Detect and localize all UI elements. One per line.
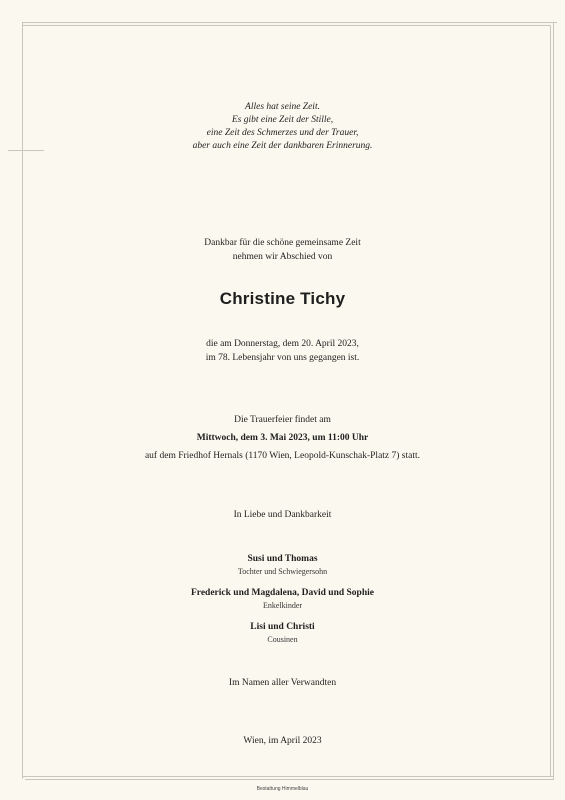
mourner-relation: Cousinen: [267, 635, 298, 644]
mourner-relation: Tochter und Schwiegersohn: [237, 567, 328, 576]
funeral-intro: Die Trauerfeier findet am: [234, 415, 331, 425]
intro-line-2: nehmen wir Abschied von: [232, 252, 333, 262]
mourner-names: Lisi und Christi: [250, 622, 315, 632]
poem-line-4: aber auch eine Zeit der dankbaren Erinnerung.: [192, 141, 373, 151]
intro-line-1: Dankbar für die schöne gemeinsame Zeit: [204, 238, 361, 248]
poem-line-1: Alles hat seine Zeit.: [245, 102, 320, 112]
mourner-relation: Enkelkinder: [262, 601, 303, 610]
death-info-line-1: die am Donnerstag, dem 20. April 2023,: [206, 339, 359, 349]
deceased-name: Christine Tichy: [219, 289, 346, 308]
death-info-line-2: im 78. Lebensjahr von uns gegangen ist.: [205, 353, 360, 363]
funeral-date: Mittwoch, dem 3. Mai 2023, um 11:00 Uhr: [196, 433, 369, 443]
relatives-text: Im Namen aller Verwandten: [228, 678, 337, 688]
poem-line-3: eine Zeit des Schmerzes und der Trauer,: [206, 128, 359, 138]
mourner-names: Frederick und Magdalena, David und Sophie: [190, 588, 374, 598]
poem-line-2: Es gibt eine Zeit der Stille,: [231, 115, 334, 125]
funeral-location: auf dem Friedhof Hernals (1170 Wien, Leopold-Kunschak-Platz 7) statt.: [144, 451, 421, 461]
closing-text: In Liebe und Dankbarkeit: [233, 510, 332, 520]
funeral-home-imprint: Bestattung Himmelblau: [256, 786, 309, 792]
mourner-names: Susi und Thomas: [247, 554, 318, 564]
place-date: Wien, im April 2023: [243, 736, 322, 746]
